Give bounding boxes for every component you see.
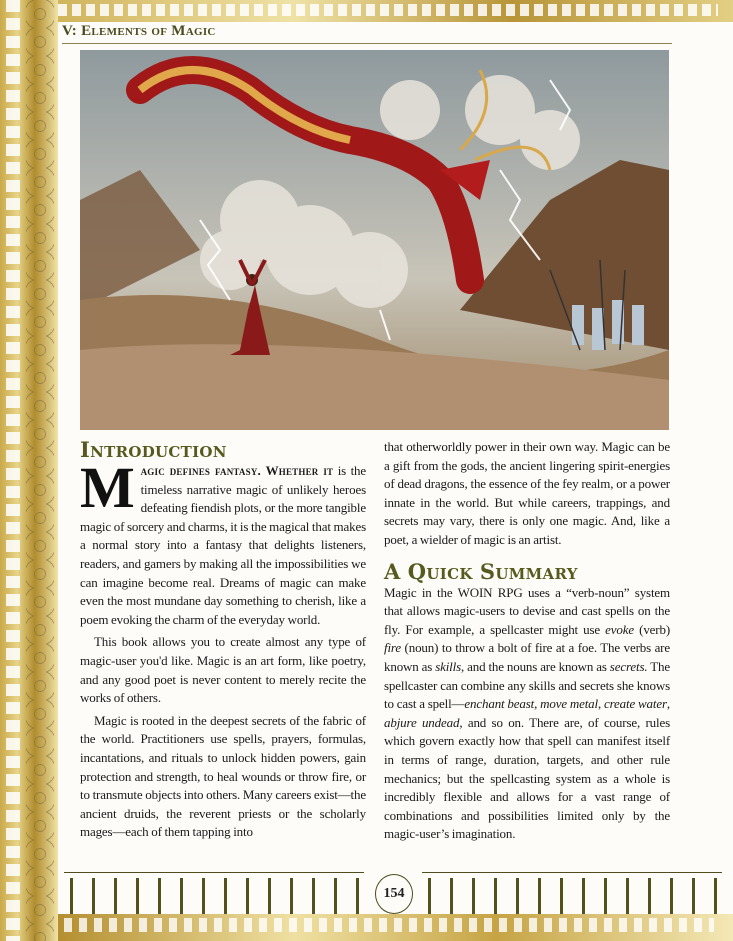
header-divider	[62, 43, 672, 44]
term: evoke	[605, 621, 635, 637]
summary-heading: A Quick Summary	[384, 558, 578, 584]
rune-band-right	[422, 872, 722, 920]
text: The spellcaster can combine any skills and secrets she knows to cast a spell—	[384, 658, 670, 712]
text: Magic in the WOIN RPG uses a “verb-noun” system that allows magic-users to devise and cast spells on the fly. For example, a spellcaster might use	[384, 584, 670, 637]
intro-paragraph-2: This book allows you to create almost any type of magic-user you'd like. Magic is an art form, like poetry, and any good poet is never content to merely recite the works of others.	[80, 634, 366, 706]
intro-heading: Introduction	[80, 437, 227, 462]
lead-in: agic defines fantasy. Whether it	[140, 463, 334, 478]
scrollwork-ornament	[26, 0, 54, 941]
intro-paragraph-4: that otherworldly power in their own way. Magic can be a gift from the gods, the ancient lingering spirit-energies of dead dragons, the essence of the fey realm, or a power innate in the world. But while careers, trappings, and secrets may vary, there is only one magic. And, like a poet, a wielder of magic is an artist.	[384, 439, 670, 547]
right-column	[384, 438, 670, 844]
term: move metal	[540, 696, 598, 712]
term: fire	[384, 640, 401, 656]
top-border-decoration	[0, 0, 733, 22]
page-footer	[58, 862, 733, 941]
text: ,	[666, 696, 670, 712]
summary-paragraph	[384, 584, 670, 844]
text: ,	[598, 696, 605, 712]
intro-p1-text: is the timeless narrative magic of unlikely heroes defeating fiendish plots, or the more tangible magic of sorcery and charms, it is the magical that makes a normal story into a fantasy that delights listeners, readers, and gamers by making all the impossibilities we can imagine become real. Dreams of magic can make even the most mundane day something to cherish, like a poem evoking the charm of the everyday world.	[80, 463, 366, 627]
text: , and so on. There are, of course, rules which govern exactly how that spell can manifest itself in terms of range, duration, targets, and other rule mechanics; but the spellcasting system as a whole is incredibly flexible and allows for a vast range of combinations and possibilities limited only by the magic-user’s imagination.	[384, 714, 670, 842]
term: secrets.	[609, 658, 648, 674]
term: abjure undead	[384, 714, 460, 730]
text: (noun) to throw a bolt of fire at a foe. The verbs are known as	[384, 640, 670, 674]
left-column	[80, 438, 366, 842]
intro-paragraph-1	[80, 455, 366, 629]
dragon-illustration	[80, 50, 669, 430]
drop-cap: M	[80, 455, 135, 520]
intro-paragraph-3: Magic is rooted in the deepest secrets of the fabric of the world. Practitioners use spells, prayers, formulas, incantations, and rituals to unlock hidden powers, gain protection and strength, to heal wounds or throw fire, or to transmute objects into others. Many careers exist—the ancient druids, the reverent priests or the scholarly mages—each of them tapping into	[80, 712, 366, 840]
text: , and the nouns are known as	[461, 658, 610, 674]
term: create water	[604, 696, 667, 712]
term: skills	[435, 658, 462, 674]
text: (verb)	[634, 621, 671, 637]
page-number: 154	[375, 874, 413, 914]
chapter-header: V: Elements of Magic	[62, 23, 216, 39]
bottom-border-decoration	[58, 914, 733, 941]
rune-band-left	[64, 872, 364, 920]
term: enchant beast	[464, 696, 535, 712]
text: ,	[534, 696, 541, 712]
